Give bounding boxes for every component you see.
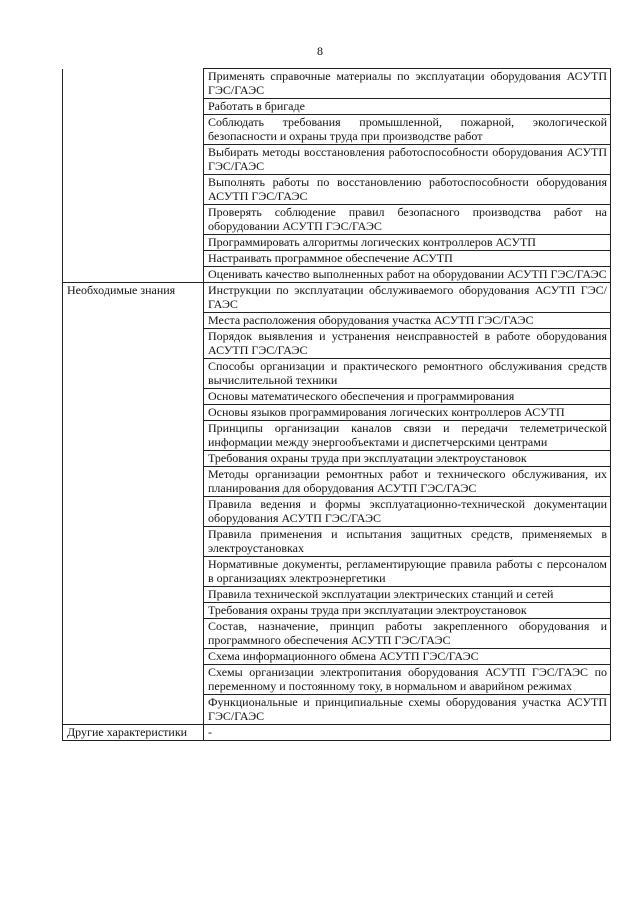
knowledge-item: Схема информационного обмена АСУТП ГЭС/ГАЭС (204, 649, 611, 665)
knowledge-item: Состав, назначение, принцип работы закрепленного оборудования и программного обеспечения АСУТП ГЭС/ГАЭС (204, 619, 611, 649)
knowledge-item: Схемы организации электропитания оборудования АСУТП ГЭС/ГАЭС по переменному и постоянному току, в нормальном и аварийном режимах (204, 665, 611, 695)
table-row (63, 283, 611, 313)
knowledge-item: Требования охраны труда при эксплуатации электроустановок (204, 451, 611, 467)
other-characteristics-value: - (204, 725, 611, 741)
skill-item: Оценивать качество выполненных работ на оборудовании АСУТП ГЭС/ГАЭС (204, 267, 611, 283)
knowledge-item: Инструкции по эксплуатации обслуживаемого оборудования АСУТП ГЭС/ГАЭС (204, 283, 611, 313)
table-row (63, 725, 611, 741)
knowledge-item: Способы организации и практического ремонтного обслуживания средств вычислительной техники (204, 359, 611, 389)
knowledge-item: Правила ведения и формы эксплуатационно-технической документации оборудования АСУТП ГЭС/ГАЭС (204, 497, 611, 527)
page-number: 8 (317, 44, 323, 58)
knowledge-item: Правила применения и испытания защитных средств, применяемых в электроустановках (204, 527, 611, 557)
skill-item: Работать в бригаде (204, 99, 611, 115)
knowledge-item: Места расположения оборудования участка АСУТП ГЭС/ГАЭС (204, 313, 611, 329)
skill-item: Проверять соблюдение правил безопасного производства работ на оборудовании АСУТП ГЭС/ГАЭС (204, 205, 611, 235)
skill-item: Программировать алгоритмы логических контроллеров АСУТП (204, 235, 611, 251)
competency-table (62, 68, 611, 741)
knowledge-item: Функциональные и принципиальные схемы оборудования участка АСУТП ГЭС/ГАЭС (204, 695, 611, 725)
knowledge-item: Принципы организации каналов связи и передачи телеметрической информации между энергообъектами и диспетчерскими центрами (204, 421, 611, 451)
skill-item: Настраивать программное обеспечение АСУТП (204, 251, 611, 267)
table-row (63, 69, 611, 99)
knowledge-item: Требования охраны труда при эксплуатации электроустановок (204, 603, 611, 619)
knowledge-item: Порядок выявления и устранения неисправностей в работе оборудования АСУТП ГЭС/ГАЭС (204, 329, 611, 359)
other-characteristics-label: Другие характеристики (63, 725, 204, 741)
empty-label-cell (63, 69, 204, 283)
knowledge-item: Основы математического обеспечения и программирования (204, 389, 611, 405)
skill-item: Применять справочные материалы по эксплуатации оборудования АСУТП ГЭС/ГАЭС (204, 69, 611, 99)
knowledge-item: Нормативные документы, регламентирующие правила работы с персоналом в организациях электроэнергетики (204, 557, 611, 587)
skill-item: Соблюдать требования промышленной, пожарной, экологической безопасности и охраны труда при производстве работ (204, 115, 611, 145)
skill-item: Выбирать методы восстановления работоспособности оборудования АСУТП ГЭС/ГАЭС (204, 145, 611, 175)
knowledge-item: Методы организации ремонтных работ и технического обслуживания, их планирования для оборудования АСУТП ГЭС/ГАЭС (204, 467, 611, 497)
knowledge-item: Правила технической эксплуатации электрических станций и сетей (204, 587, 611, 603)
knowledge-item: Основы языков программирования логических контроллеров АСУТП (204, 405, 611, 421)
knowledge-label: Необходимые знания (63, 283, 204, 725)
skill-item: Выполнять работы по восстановлению работоспособности оборудования АСУТП ГЭС/ГАЭС (204, 175, 611, 205)
